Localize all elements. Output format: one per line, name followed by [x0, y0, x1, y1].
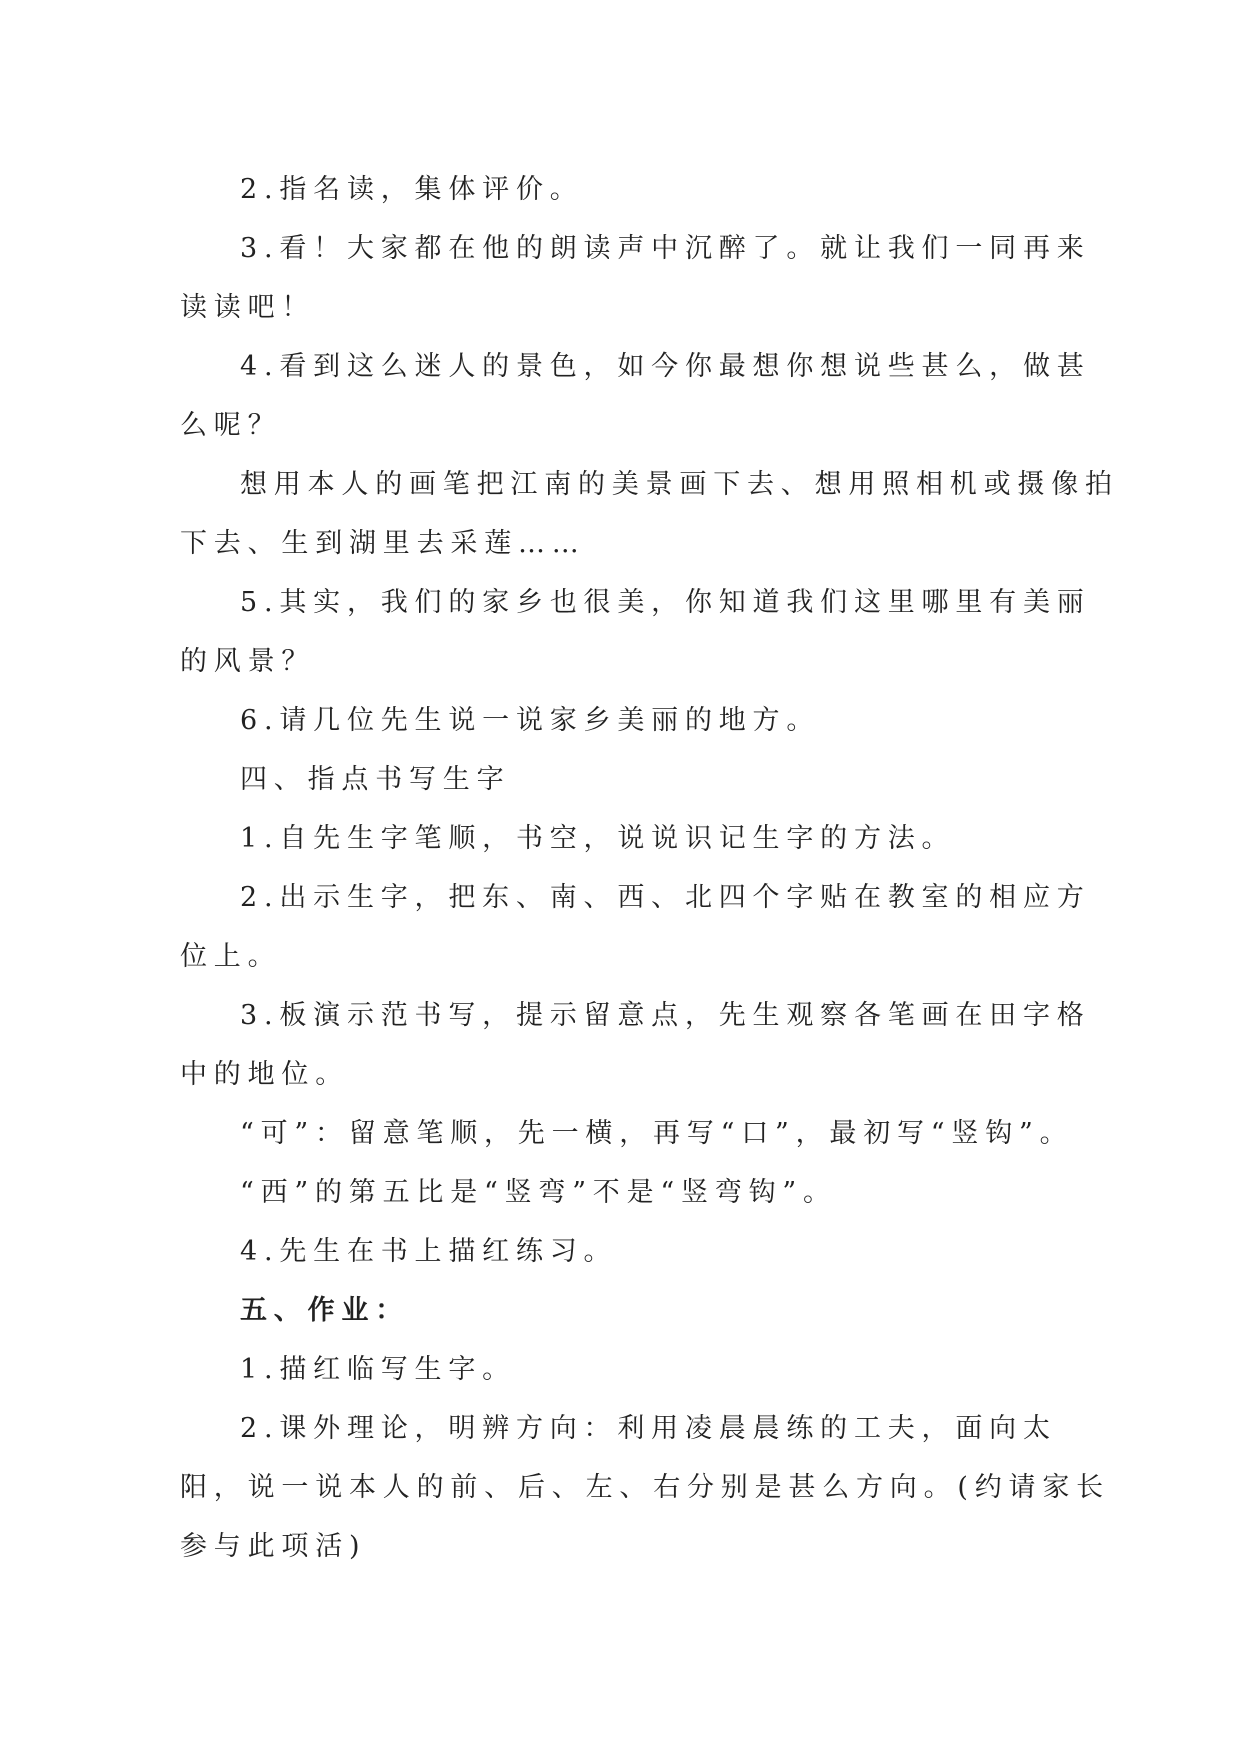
section-heading-bold: 五、作业： [240, 1295, 409, 1326]
document-body [180, 160, 1120, 1576]
paragraph: 3.板演示范书写，提示留意点，先生观察各笔画在田字格中的地位。 [180, 1000, 1091, 1090]
paragraph: “可”：留意笔顺，先一横，再写“口”，最初写“竖钩”。 [240, 1118, 1074, 1149]
section-heading: 四、指点书写生字 [240, 764, 511, 795]
paragraph: 6.请几位先生说一说家乡美丽的地方。 [240, 705, 821, 736]
paragraph: 2.指名读，集体评价。 [240, 174, 584, 205]
paragraph: “西”的第五比是“竖弯”不是“竖弯钩”。 [240, 1177, 837, 1208]
paragraph: 5.其实，我们的家乡也很美，你知道我们这里哪里有美丽的风景？ [180, 587, 1091, 677]
paragraph: 4.先生在书上描红练习。 [240, 1236, 618, 1267]
paragraph: 3.看！大家都在他的朗读声中沉醉了。就让我们一同再来读读吧！ [180, 233, 1091, 323]
paragraph: 想用本人的画笔把江南的美景画下去、想用照相机或摄像拍下去、生到湖里去采莲…… [180, 469, 1119, 559]
paragraph: 4.看到这么迷人的景色，如今你最想你想说些甚么，做甚么呢？ [180, 351, 1091, 441]
paragraph: 2.课外理论，明辨方向：利用凌晨晨练的工夫，面向太阳，说一说本人的前、后、左、右分别是甚么方向。(约请家长参与此项活) [180, 1413, 1110, 1562]
paragraph: 1.自先生字笔顺，书空，说说识记生字的方法。 [240, 823, 956, 854]
paragraph: 1.描红临写生字。 [240, 1354, 516, 1385]
paragraph: 2.出示生字，把东、南、西、北四个字贴在教室的相应方位上。 [180, 882, 1091, 972]
